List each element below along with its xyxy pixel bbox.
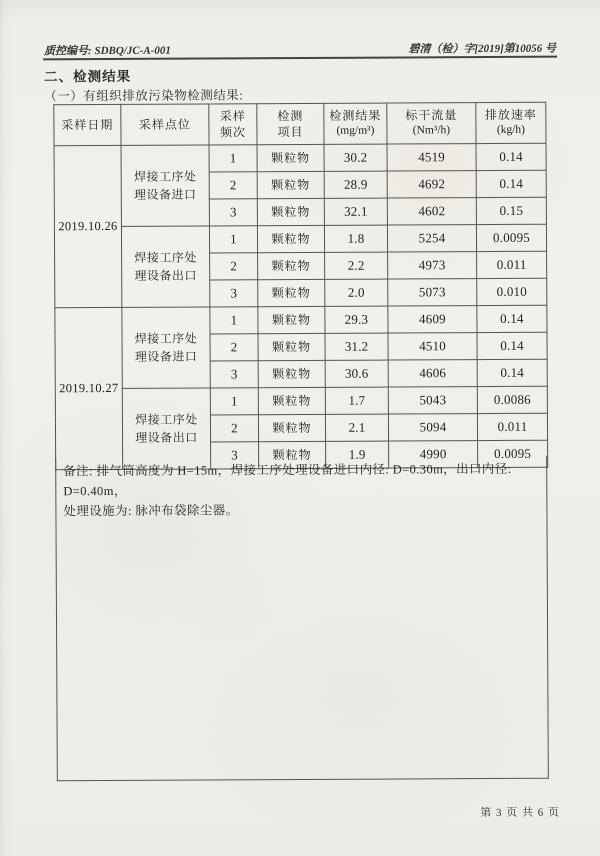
flow-cell: 4510	[388, 333, 477, 360]
table-row	[54, 224, 546, 254]
frequency-cell: 3	[210, 280, 258, 307]
flow-cell: 5094	[388, 414, 477, 441]
result-cell: 2.2	[325, 252, 388, 279]
point-cell: 焊接工序处 理设备出口	[122, 388, 210, 469]
flow-cell: 4519	[387, 144, 476, 171]
date-cell: 2019.10.26	[54, 145, 122, 307]
frequency-cell: 1	[210, 307, 258, 334]
subsection-title: （一）有组织排放污染物检测结果:	[44, 88, 244, 104]
table-header-row	[54, 102, 546, 146]
frequency-cell: 2	[210, 334, 258, 361]
rate-cell: 0.15	[476, 197, 546, 224]
item-cell: 颗粒物	[257, 225, 324, 252]
rate-cell: 0.14	[477, 359, 547, 386]
flow-cell: 5043	[388, 387, 477, 414]
point-cell: 焊接工序处 理设备进口	[122, 307, 210, 388]
frequency-cell: 2	[209, 172, 257, 199]
flow-cell: 4973	[388, 252, 477, 279]
item-cell: 颗粒物	[258, 279, 325, 306]
col-header-result: 检测结果 (mg/m³)	[324, 103, 387, 144]
result-cell: 28.9	[324, 171, 387, 198]
flow-cell: 4990	[389, 441, 478, 468]
flow-cell: 4606	[388, 360, 477, 387]
remarks-text	[63, 459, 540, 521]
rate-cell: 0.14	[477, 305, 547, 332]
remarks-line-1: 备注: 排气筒高度为 H=15m，焊接工序处理设备进口内径: D=0.30m，出口内径: D=0.40m，	[63, 461, 512, 499]
qc-number: 质控编号: SDBQ/JC-A-001	[43, 44, 171, 58]
table-row	[55, 386, 547, 416]
results-table	[53, 102, 548, 471]
col-header-date: 采样日期	[54, 104, 121, 145]
result-cell: 32.1	[324, 198, 387, 225]
frequency-cell: 1	[209, 145, 257, 172]
item-cell: 颗粒物	[258, 333, 325, 360]
frequency-cell: 1	[209, 226, 257, 253]
result-cell: 1.9	[326, 441, 389, 468]
item-cell: 颗粒物	[258, 252, 325, 279]
frequency-cell: 3	[209, 199, 257, 226]
flow-cell: 4602	[387, 198, 476, 225]
item-cell: 颗粒物	[257, 198, 324, 225]
result-cell: 30.2	[324, 144, 387, 171]
flow-cell: 4609	[388, 306, 477, 333]
result-cell: 31.2	[325, 333, 388, 360]
point-cell: 焊接工序处 理设备出口	[121, 226, 209, 307]
rate-cell: 0.010	[477, 278, 547, 305]
rate-cell: 0.011	[477, 251, 547, 278]
item-cell: 颗粒物	[258, 306, 325, 333]
page-number: 第 3 页 共 6 页	[480, 806, 561, 820]
rate-cell: 0.0095	[476, 224, 546, 251]
flow-cell: 4692	[387, 171, 476, 198]
remarks-box	[55, 456, 549, 782]
rate-cell: 0.14	[476, 170, 546, 197]
frequency-cell: 2	[210, 253, 258, 280]
col-header-rate: 排放速率 (kg/h)	[476, 102, 546, 143]
flow-cell: 5073	[388, 279, 477, 306]
date-cell: 2019.10.27	[55, 307, 123, 469]
rate-cell: 0.011	[477, 413, 547, 440]
item-cell: 颗粒物	[259, 441, 326, 468]
item-cell: 颗粒物	[258, 387, 325, 414]
result-cell: 2.1	[325, 414, 388, 441]
result-cell: 29.3	[325, 306, 388, 333]
item-cell: 颗粒物	[258, 360, 325, 387]
item-cell: 颗粒物	[258, 414, 325, 441]
col-header-item: 检测 项目	[257, 103, 324, 144]
result-cell: 1.8	[324, 225, 387, 252]
frequency-cell: 1	[210, 388, 258, 415]
flow-cell: 5254	[387, 225, 476, 252]
result-cell: 30.6	[325, 360, 388, 387]
item-cell: 颗粒物	[257, 171, 324, 198]
result-cell: 1.7	[325, 387, 388, 414]
rate-cell: 0.14	[476, 143, 546, 170]
col-header-point: 采样点位	[121, 104, 209, 145]
item-cell: 颗粒物	[257, 144, 324, 171]
frequency-cell: 3	[210, 361, 258, 388]
table-row	[55, 305, 547, 335]
rate-cell: 0.0095	[478, 440, 548, 467]
rate-cell: 0.0086	[477, 386, 547, 413]
result-cell: 2.0	[325, 279, 388, 306]
rate-cell: 0.14	[477, 332, 547, 359]
section-title: 二、检测结果	[44, 68, 132, 85]
report-number: 碧清（检）字[2019]第10056 号	[408, 42, 557, 56]
remarks-line-2: 处理设施为: 脉冲布袋除尘器。	[63, 503, 239, 519]
frequency-cell: 3	[211, 442, 259, 469]
table-row	[54, 143, 546, 173]
point-cell: 焊接工序处 理设备进口	[121, 145, 209, 226]
col-header-frequency: 采样 频次	[209, 104, 257, 145]
col-header-flow: 标干流量 (Nm³/h)	[387, 103, 476, 144]
frequency-cell: 2	[210, 415, 258, 442]
